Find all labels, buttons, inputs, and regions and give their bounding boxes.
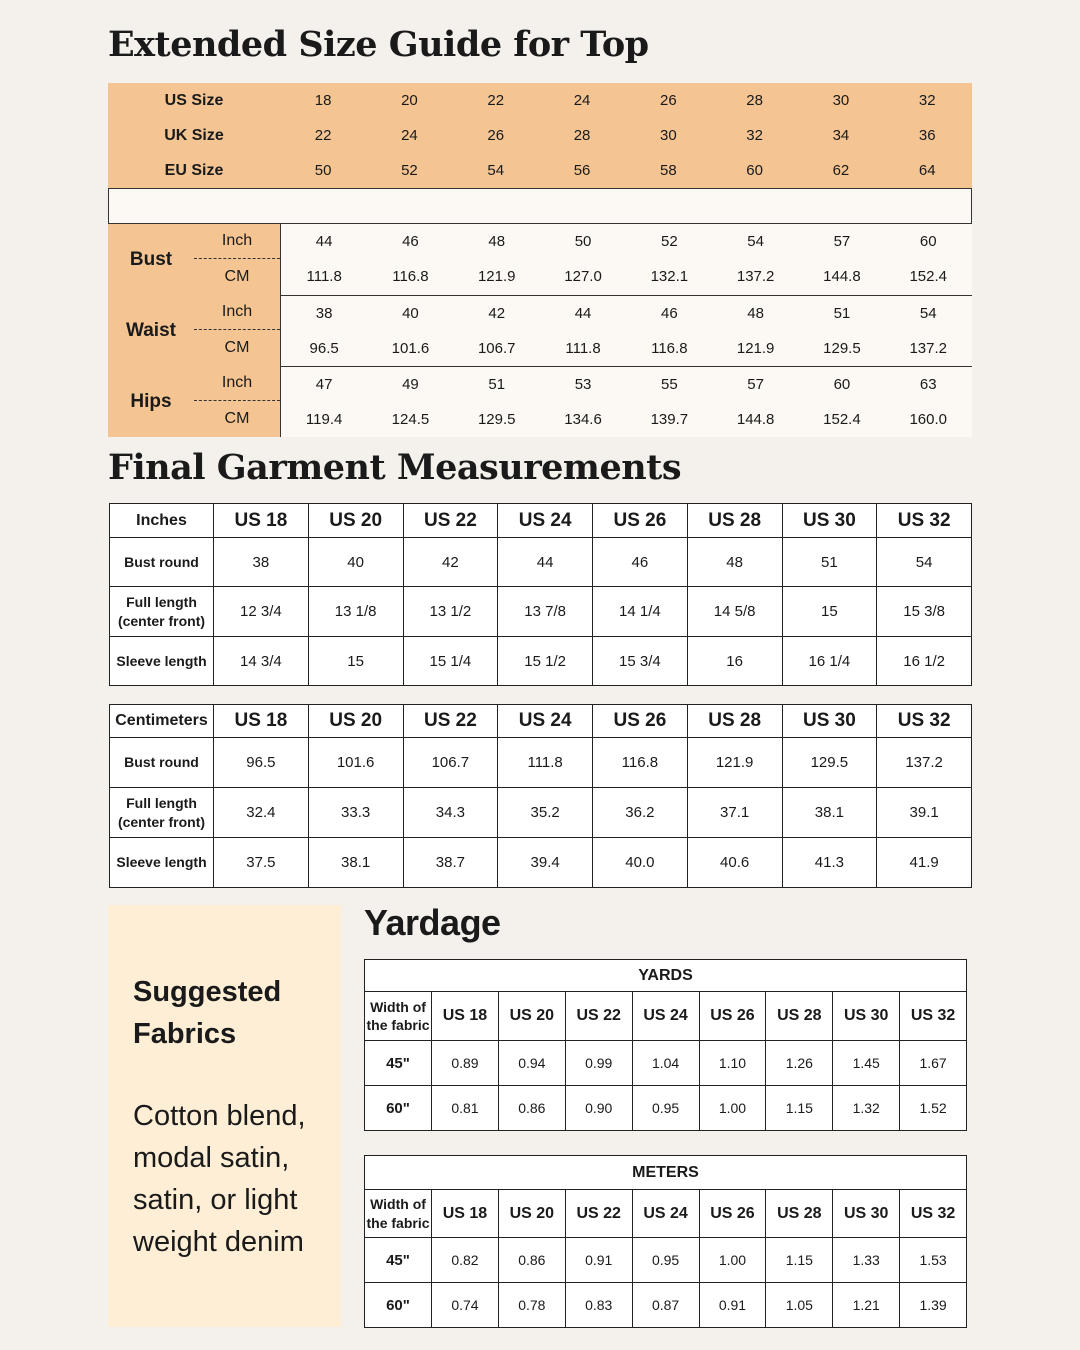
- cell: 53: [574, 376, 592, 393]
- inch-row: [281, 296, 972, 331]
- cell: 13 7/8: [498, 587, 593, 637]
- cell: 41.9: [877, 838, 972, 888]
- cell: 56: [573, 162, 591, 179]
- cell: 14 5/8: [687, 587, 782, 637]
- cell: 40.6: [687, 838, 782, 888]
- cell: 41.3: [782, 838, 877, 888]
- cell: 34.3: [403, 788, 498, 838]
- cell: 60: [746, 162, 763, 179]
- uk-size-row: [108, 118, 972, 153]
- cell: 0.89: [432, 1041, 499, 1086]
- cell: 37.1: [687, 788, 782, 838]
- cell: 0.82: [432, 1238, 499, 1283]
- size-header: US 18: [214, 504, 309, 538]
- unit-header: Inches: [110, 504, 214, 538]
- cell: 101.6: [391, 340, 430, 357]
- unit-labels: [194, 295, 281, 366]
- cell: 51: [833, 305, 851, 322]
- cell: 1.33: [833, 1238, 900, 1283]
- cell: 48: [488, 233, 506, 250]
- cell: 36.2: [593, 788, 688, 838]
- size-header: US 24: [498, 504, 593, 538]
- cell: 121.9: [736, 340, 775, 357]
- cell: 57: [833, 233, 851, 250]
- size-header: US 32: [900, 992, 967, 1041]
- cell: 0.83: [565, 1283, 632, 1328]
- unit-inch: Inch: [194, 224, 280, 259]
- row-label: Full length (center front): [110, 788, 214, 838]
- cell: 50: [574, 233, 592, 250]
- cell: 0.94: [498, 1041, 565, 1086]
- cell: 35.2: [498, 788, 593, 838]
- cell: 15 3/4: [593, 637, 688, 686]
- measure-values: [281, 224, 972, 295]
- table-row: [365, 1086, 967, 1131]
- unit-cm: CM: [224, 267, 250, 285]
- size-header: US 28: [687, 504, 782, 538]
- table-row: [110, 738, 972, 788]
- size-header: US 22: [565, 1190, 632, 1238]
- cell: 1.15: [766, 1238, 833, 1283]
- cell: 32: [746, 127, 763, 144]
- cell: 18: [314, 92, 332, 109]
- cell: 57: [747, 376, 764, 393]
- cell: 14 1/4: [593, 587, 688, 637]
- size-header: US 32: [877, 705, 972, 738]
- cell: 111.8: [498, 738, 593, 788]
- cell: 32.4: [214, 788, 309, 838]
- measure-values: [281, 295, 972, 366]
- cell: 40.0: [593, 838, 688, 888]
- fabrics-panel: [108, 905, 341, 1327]
- size-header: US 22: [403, 705, 498, 738]
- cell: 52: [660, 233, 678, 250]
- size-header: US 32: [877, 504, 972, 538]
- size-header: US 26: [699, 1190, 766, 1238]
- cell: 60: [919, 233, 937, 250]
- row-label: 45": [365, 1041, 432, 1086]
- cell: 1.53: [900, 1238, 967, 1283]
- cell: 0.87: [632, 1283, 699, 1328]
- cm-row: [281, 331, 972, 366]
- size-header: US 26: [699, 992, 766, 1041]
- cell: 37.5: [214, 838, 309, 888]
- measure-label: Bust: [108, 224, 194, 295]
- row-label: 45": [365, 1238, 432, 1283]
- cell: 51: [488, 376, 506, 393]
- cell: 22: [487, 92, 505, 109]
- cell: 16 1/4: [782, 637, 877, 686]
- waist-group: [108, 295, 972, 366]
- cell: 116.8: [593, 738, 688, 788]
- cell: 152.4: [909, 268, 947, 285]
- cell: 1.32: [833, 1086, 900, 1131]
- cell: 54: [877, 538, 972, 587]
- unit-inch: Inch: [194, 295, 280, 330]
- table-row: [110, 838, 972, 888]
- row-label: 60": [365, 1283, 432, 1328]
- cell: 0.90: [565, 1086, 632, 1131]
- size-header: US 22: [565, 992, 632, 1041]
- cell: 38.1: [308, 838, 403, 888]
- cell: 12 3/4: [214, 587, 309, 637]
- cell: 33.3: [308, 788, 403, 838]
- cell: 129.5: [782, 738, 877, 788]
- cell: 1.00: [699, 1238, 766, 1283]
- table-row: [110, 587, 972, 637]
- cell: 39.1: [877, 788, 972, 838]
- cell: 24: [573, 92, 591, 109]
- unit-cm: CM: [224, 338, 250, 356]
- cell: 42: [403, 538, 498, 587]
- cell: 1.39: [900, 1283, 967, 1328]
- row-label: Bust round: [110, 538, 214, 587]
- cell: 1.15: [766, 1086, 833, 1131]
- cell: 144.8: [736, 411, 775, 428]
- size-header: US 26: [593, 705, 688, 738]
- cell: 116.8: [651, 340, 688, 357]
- cm-row: [281, 259, 972, 294]
- row-label: UK Size: [164, 126, 224, 144]
- size-header: US 20: [308, 504, 403, 538]
- cell: 47: [315, 376, 333, 393]
- cell: 127.0: [564, 268, 602, 285]
- bust-group: [108, 224, 972, 295]
- cell: 38: [214, 538, 309, 587]
- measure-values: [281, 366, 972, 437]
- table-caption: YARDS: [365, 960, 967, 992]
- row-label: US Size: [164, 91, 224, 109]
- size-header: US 32: [900, 1190, 967, 1238]
- inch-row: [281, 367, 972, 402]
- cell: 46: [660, 305, 678, 322]
- cell: 60: [833, 376, 851, 393]
- size-header: US 28: [687, 705, 782, 738]
- cell: 54: [747, 233, 764, 250]
- cell: 160.0: [909, 411, 947, 428]
- cell: 116.8: [392, 268, 429, 285]
- cell: 52: [401, 162, 418, 179]
- cell: 49: [402, 376, 419, 393]
- cell: 1.00: [699, 1086, 766, 1131]
- table-row: [365, 1283, 967, 1328]
- cell: 42: [488, 305, 506, 322]
- cell: 36: [918, 127, 936, 144]
- size-header: US 30: [833, 1190, 900, 1238]
- size-header: US 28: [766, 1190, 833, 1238]
- cell: 44: [574, 305, 592, 322]
- size-guide-table: [108, 83, 972, 437]
- cell: 51: [782, 538, 877, 587]
- cell: 1.52: [900, 1086, 967, 1131]
- cell: 1.45: [833, 1041, 900, 1086]
- spacer-row: [108, 188, 972, 224]
- cell: 28: [746, 92, 763, 109]
- cell: 15: [782, 587, 877, 637]
- cell: 0.78: [498, 1283, 565, 1328]
- cell: 0.86: [498, 1086, 565, 1131]
- cell: 30: [659, 127, 677, 144]
- row-label: EU Size: [164, 161, 224, 179]
- table-row: [365, 1041, 967, 1086]
- cell: 26: [659, 92, 677, 109]
- cell: 38.1: [782, 788, 877, 838]
- size-header: US 20: [498, 992, 565, 1041]
- eu-size-row: [108, 153, 972, 188]
- cell: 132.1: [650, 268, 689, 285]
- yardage-title: Yardage: [364, 902, 501, 943]
- table-row: [365, 1238, 967, 1283]
- cell: 44: [315, 233, 333, 250]
- cell: 152.4: [823, 411, 861, 428]
- cell: 96.5: [214, 738, 309, 788]
- table-row: [110, 637, 972, 686]
- cell: 0.91: [565, 1238, 632, 1283]
- fabrics-text: Cotton blend, modal satin, satin, or light weight denim: [133, 1100, 306, 1258]
- size-guide-title: Extended Size Guide for Top: [108, 24, 649, 65]
- cm-row: [281, 402, 972, 437]
- cell: 1.10: [699, 1041, 766, 1086]
- cell: 32: [918, 92, 936, 109]
- width-header: Width of the fabric: [365, 1190, 432, 1238]
- cell: 106.7: [477, 340, 516, 357]
- cell: 40: [402, 305, 419, 322]
- size-header: US 30: [782, 705, 877, 738]
- cell: 0.99: [565, 1041, 632, 1086]
- meters-table: [364, 1155, 967, 1328]
- us-size-row: [108, 83, 972, 118]
- table-caption: METERS: [365, 1156, 967, 1190]
- cell: 64: [918, 162, 936, 179]
- garment-cm-table: [109, 704, 972, 888]
- cell: 15 1/4: [403, 637, 498, 686]
- cell: 26: [487, 127, 505, 144]
- cell: 0.74: [432, 1283, 499, 1328]
- cell: 15: [308, 637, 403, 686]
- cell: 0.95: [632, 1238, 699, 1283]
- cell: 119.4: [305, 411, 343, 428]
- cell: 139.7: [650, 411, 689, 428]
- cell: 28: [573, 127, 591, 144]
- cell: 39.4: [498, 838, 593, 888]
- table-row: [110, 788, 972, 838]
- row-label: 60": [365, 1086, 432, 1131]
- cell: 54: [919, 305, 937, 322]
- yards-table: [364, 959, 967, 1131]
- cell: 121.9: [477, 268, 516, 285]
- size-header: US 18: [214, 705, 309, 738]
- cell: 0.86: [498, 1238, 565, 1283]
- size-header: US 22: [403, 504, 498, 538]
- cell: 15 1/2: [498, 637, 593, 686]
- cell: 16: [687, 637, 782, 686]
- cell: 1.67: [900, 1041, 967, 1086]
- size-header: US 24: [632, 1190, 699, 1238]
- cell: 129.5: [823, 340, 861, 357]
- cell: 111.8: [306, 268, 342, 285]
- cell: 30: [832, 92, 850, 109]
- size-header: US 18: [432, 992, 499, 1041]
- measure-label: Hips: [108, 366, 194, 437]
- cell: 38: [315, 305, 333, 322]
- size-header: US 30: [833, 992, 900, 1041]
- size-header: US 24: [632, 992, 699, 1041]
- unit-labels: [194, 366, 281, 437]
- cell: 40: [308, 538, 403, 587]
- size-header: US 24: [498, 705, 593, 738]
- size-header: US 20: [498, 1190, 565, 1238]
- cell: 13 1/8: [308, 587, 403, 637]
- measure-label: Waist: [108, 295, 194, 366]
- row-label: Sleeve length: [110, 637, 214, 686]
- garment-title: Final Garment Measurements: [108, 447, 682, 488]
- cell: 124.5: [391, 411, 430, 428]
- cell: 44: [498, 538, 593, 587]
- cell: 14 3/4: [214, 637, 309, 686]
- cell: 48: [747, 305, 764, 322]
- cell: 15 3/8: [877, 587, 972, 637]
- cell: 111.8: [565, 340, 601, 357]
- size-header: US 20: [308, 705, 403, 738]
- cell: 20: [401, 92, 418, 109]
- cell: 0.81: [432, 1086, 499, 1131]
- cell: 106.7: [403, 738, 498, 788]
- cell: 16 1/2: [877, 637, 972, 686]
- row-label: Sleeve length: [110, 838, 214, 888]
- cell: 54: [487, 162, 505, 179]
- size-header: US 30: [782, 504, 877, 538]
- row-label: Bust round: [110, 738, 214, 788]
- cell: 38.7: [403, 838, 498, 888]
- cell: 13 1/2: [403, 587, 498, 637]
- cell: 0.95: [632, 1086, 699, 1131]
- cell: 62: [832, 162, 850, 179]
- size-header: US 18: [432, 1190, 499, 1238]
- hips-group: [108, 366, 972, 437]
- width-header: Width of the fabric: [365, 992, 432, 1041]
- cell: 1.05: [766, 1283, 833, 1328]
- cell: 46: [402, 233, 419, 250]
- cell: 55: [660, 376, 678, 393]
- cell: 137.2: [909, 340, 947, 357]
- cell: 50: [314, 162, 332, 179]
- cell: 1.04: [632, 1041, 699, 1086]
- size-header: US 28: [766, 992, 833, 1041]
- cell: 1.21: [833, 1283, 900, 1328]
- cell: 63: [919, 376, 937, 393]
- cell: 144.8: [823, 268, 861, 285]
- cell: 1.26: [766, 1041, 833, 1086]
- unit-header: Centimeters: [110, 705, 214, 738]
- cell: 48: [687, 538, 782, 587]
- size-header-block: [108, 83, 972, 188]
- unit-labels: [194, 224, 281, 295]
- cell: 101.6: [308, 738, 403, 788]
- cell: 46: [593, 538, 688, 587]
- table-row: [110, 538, 972, 587]
- cell: 34: [832, 127, 850, 144]
- cell: 137.2: [877, 738, 972, 788]
- unit-inch: Inch: [194, 366, 280, 401]
- cell: 24: [401, 127, 418, 144]
- garment-inches-table: [109, 503, 972, 686]
- cell: 96.5: [309, 340, 339, 357]
- fabrics-heading: Suggested Fabrics: [133, 976, 282, 1050]
- cell: 137.2: [736, 268, 775, 285]
- cell: 121.9: [687, 738, 782, 788]
- cell: 22: [314, 127, 332, 144]
- cell: 129.5: [477, 411, 516, 428]
- size-header: US 26: [593, 504, 688, 538]
- unit-cm: CM: [224, 409, 250, 427]
- cell: 134.6: [564, 411, 602, 428]
- row-label: Full length (center front): [110, 587, 214, 637]
- inch-row: [281, 224, 972, 259]
- cell: 0.91: [699, 1283, 766, 1328]
- cell: 58: [659, 162, 677, 179]
